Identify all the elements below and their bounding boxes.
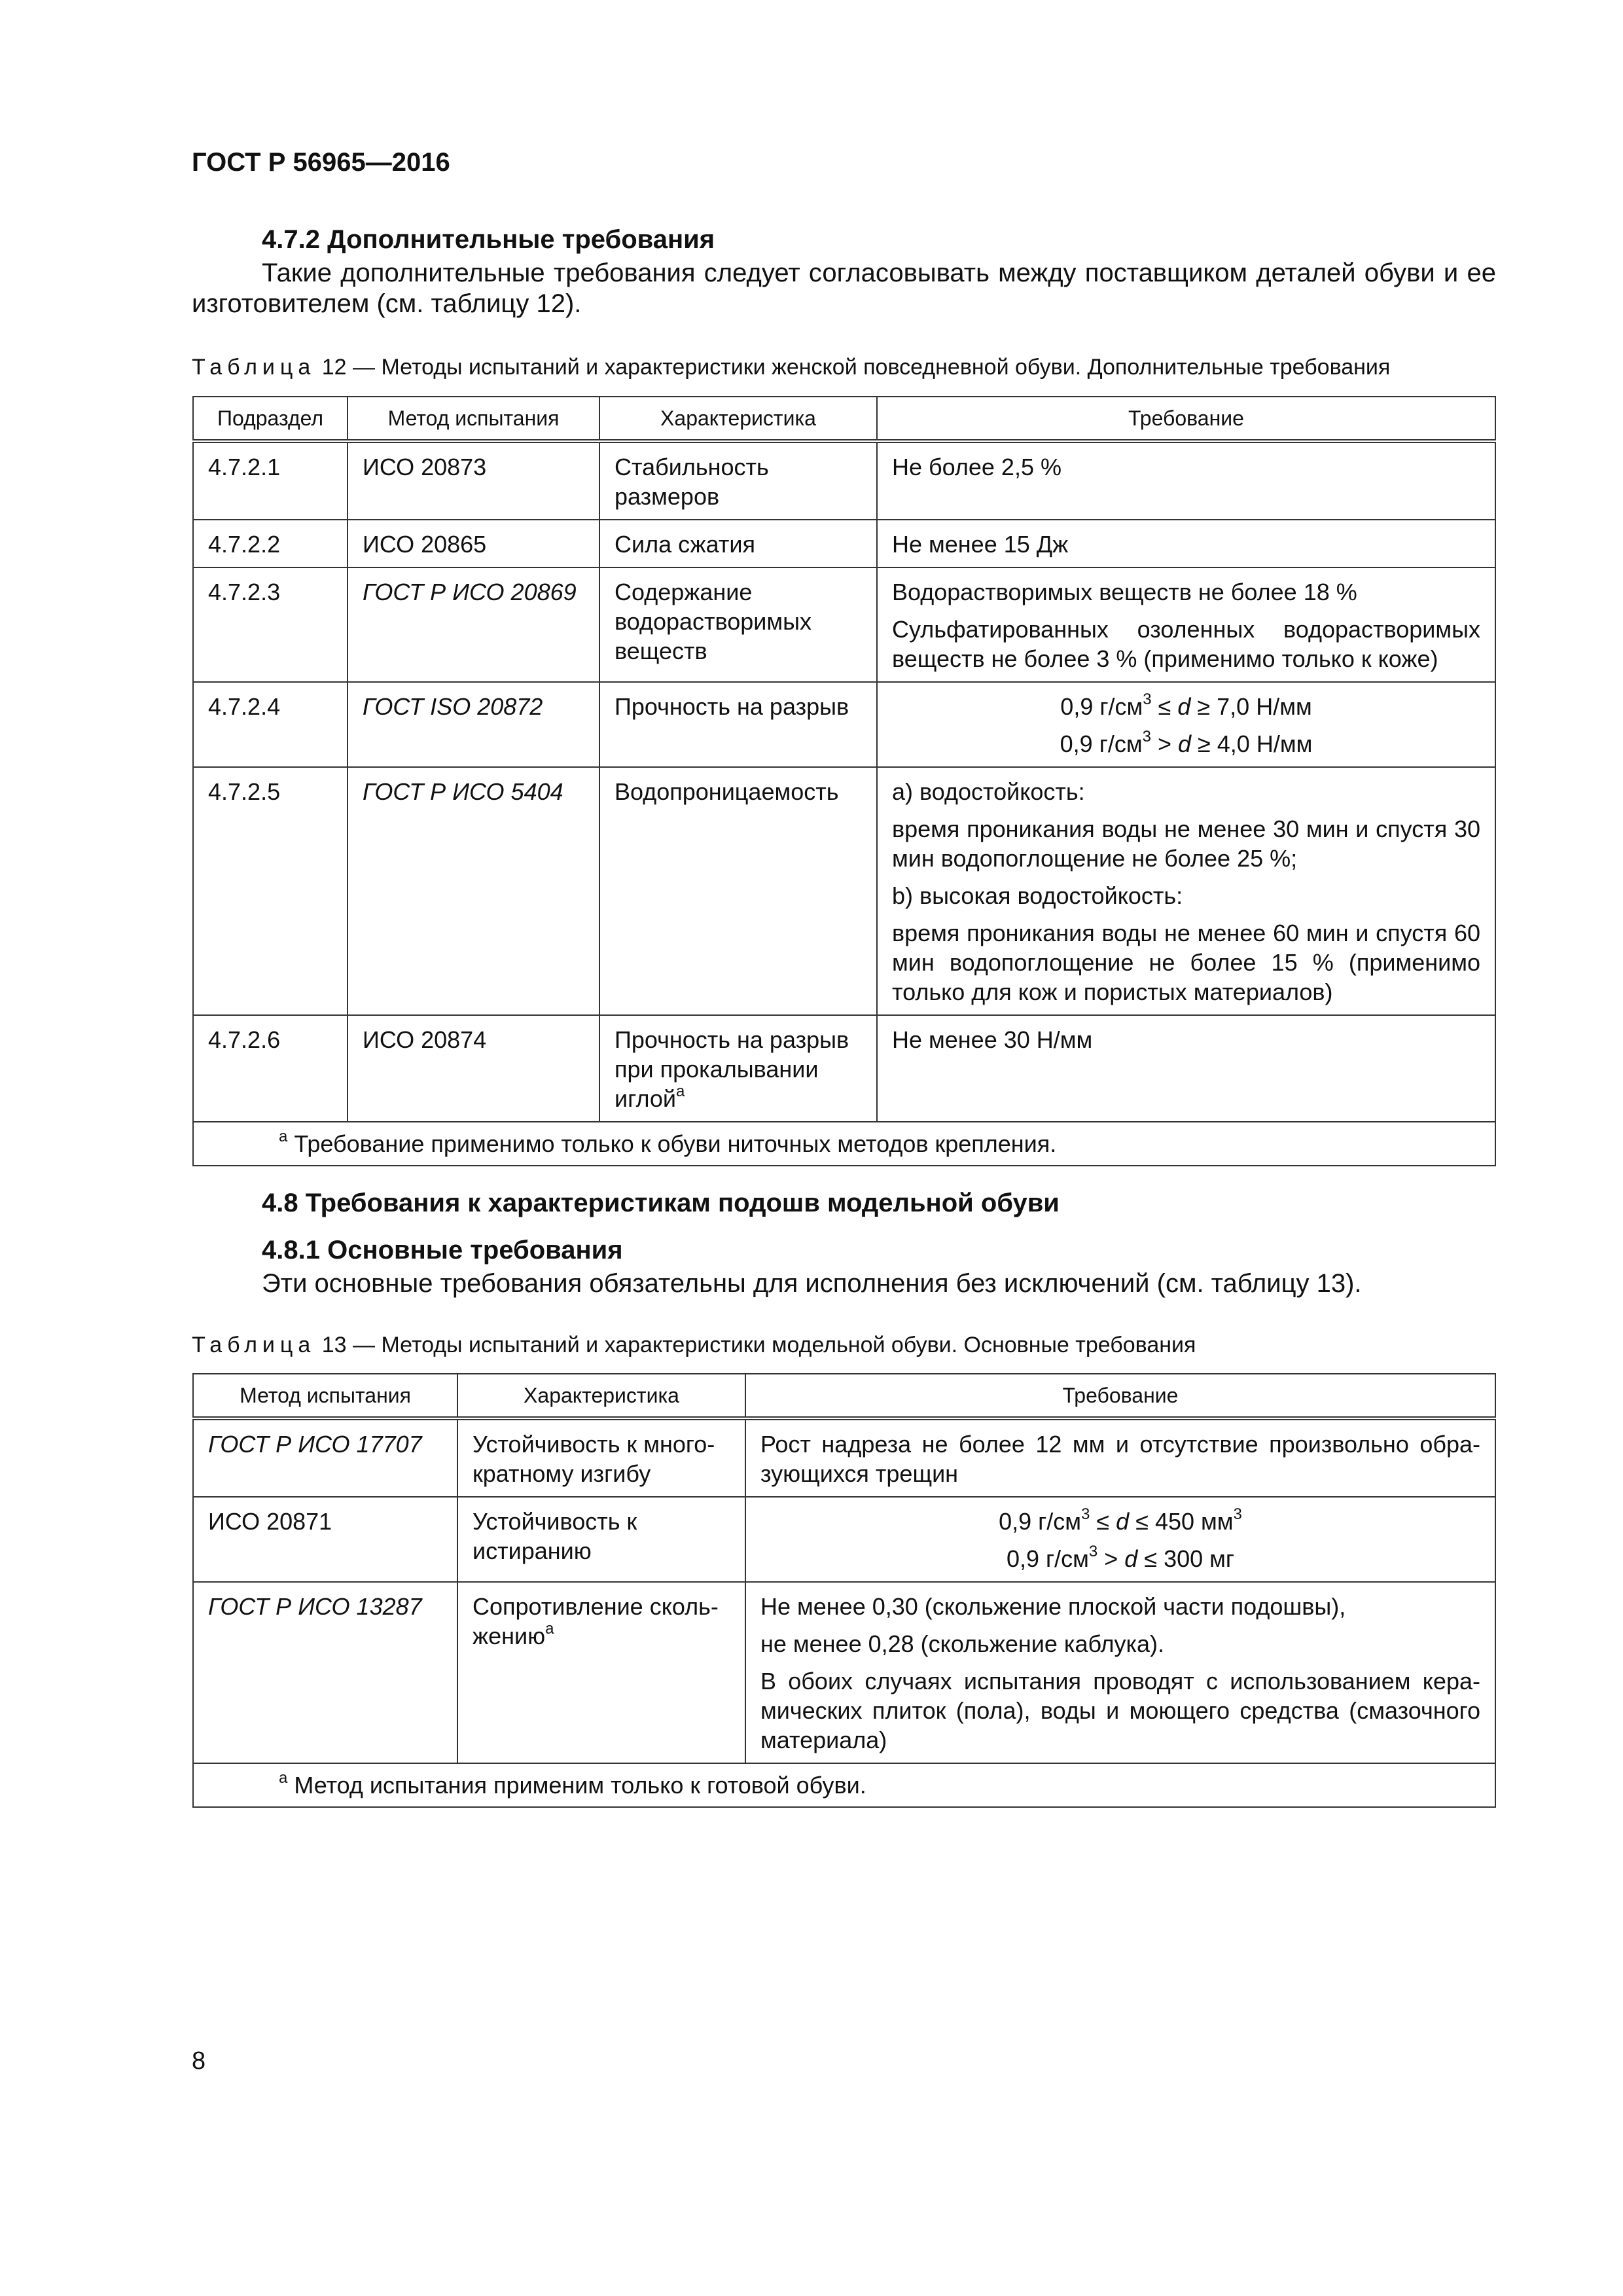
requirement-line: Не менее 30 Н/мм [892, 1026, 1093, 1053]
requirement-line: В обоих случаях испытания проводят с использованием кера-мических плиток (пола), воды и моющего средства (смазочного материала) [760, 1668, 1480, 1753]
subsection-cell: 4.7.2.6 [193, 1015, 348, 1122]
table12-header-row [193, 397, 1495, 441]
table13-caption-prefix: Таблица [192, 1333, 316, 1357]
requirement-line: Не менее 15 Дж [892, 531, 1069, 558]
requirement-cell [877, 520, 1495, 567]
requirement-line: Рост надреза не более 12 мм и отсутствие произвольно обра-зующихся трещин [760, 1431, 1480, 1487]
subsection-cell: 4.7.2.5 [193, 767, 348, 1015]
density-formula: 0,9 $г/см^3 \le d \le 450$ $мм^3$ [999, 1505, 1242, 1535]
table13-caption [192, 1333, 1496, 1358]
page-number: 8 [192, 2047, 206, 2075]
table12-footnote: $^a$ Требование применимо только к обуви ниточных методов крепления. [193, 1122, 1495, 1166]
method-cell: ГОСТ Р ИСО 13287 [193, 1582, 457, 1763]
requirement-line: не менее 0,28 (скольжение каблука). [760, 1630, 1165, 1657]
method-cell: ИСО 20865 [348, 520, 599, 567]
requirement-line: Сульфатированных озоленных водорастворимых веществ не более 3 % (применимо только к коже) [892, 616, 1480, 672]
table-row [193, 1582, 1495, 1763]
table13-header-method: Метод испытания [193, 1374, 457, 1418]
requirement-cell [877, 1015, 1495, 1122]
table-row [193, 682, 1495, 767]
requirement-cell [745, 1582, 1495, 1763]
requirement-line: Не менее 0,30 (скольжение плоской части подошвы), [760, 1593, 1346, 1620]
characteristic-cell: Сопротивление сколь-жению$^a$ [457, 1582, 745, 1763]
subsection-cell: 4.7.2.1 [193, 441, 348, 520]
characteristic-cell: Устойчивость к много-кратному изгибу [457, 1418, 745, 1497]
section-title-4-7-2: 4.7.2 Дополнительные требования [262, 225, 715, 254]
method-cell: ГОСТ Р ИСО 20869 [348, 567, 599, 682]
table12-header-subsection: Подраздел [193, 397, 348, 441]
table13-header-row [193, 1374, 1495, 1418]
requirement-cell [877, 567, 1495, 682]
table-12 [192, 396, 1496, 1166]
requirement-cell [877, 682, 1495, 767]
characteristic-cell: Содержание водорастворимых веществ [599, 567, 877, 682]
document-header: ГОСТ Р 56965—2016 [192, 148, 450, 177]
table12-header-characteristic: Характеристика [599, 397, 877, 441]
section-text-4-7-2: Такие дополнительные требования следует согласовывать между поставщиком деталей обуви и ее изготовителем (см. таблицу 12). [192, 259, 1496, 318]
table-row [193, 1497, 1495, 1582]
subsection-cell: 4.7.2.3 [193, 567, 348, 682]
table12-caption [192, 355, 1496, 380]
method-cell: ИСО 20871 [193, 1497, 457, 1582]
table-row [193, 520, 1495, 567]
method-cell: ГОСТ Р ИСО 17707 [193, 1418, 457, 1497]
table13-header-requirement: Требование [745, 1374, 1495, 1418]
requirement-line: a) водостойкость: [892, 778, 1085, 805]
requirement-line: время проникания воды не менее 30 мин и спустя 30 мин водопоглощение не более 25 %; [892, 816, 1480, 872]
table-row [193, 567, 1495, 682]
table12-caption-prefix: Таблица [192, 355, 316, 380]
requirement-cell [745, 1418, 1495, 1497]
characteristic-cell: Прочность на разрыв при прокалывании иглой$^a$ [599, 1015, 877, 1122]
method-cell: ИСО 20874 [348, 1015, 599, 1122]
requirement-line: Водорастворимых веществ не более 18 % [892, 579, 1357, 605]
table12-caption-text: 12 — Методы испытаний и характеристики женской повседневной обуви. Дополнительные требования [315, 355, 1391, 380]
requirement-cell [877, 767, 1495, 1015]
requirement-line: b) высокая водостойкость: [892, 882, 1183, 909]
density-formula: 0,9 $г/см^3 > d \le 300$ мг [1006, 1543, 1235, 1572]
method-cell: ГОСТ ISO 20872 [348, 682, 599, 767]
table-footnote-row [193, 1122, 1495, 1166]
requirement-line: время проникания воды не менее 60 мин и спустя 60 мин водопоглощение не более 15 % (применимо только для кож и пористых материалов) [892, 920, 1480, 1005]
subsection-cell: 4.7.2.4 [193, 682, 348, 767]
characteristic-cell: Водопроницаемость [599, 767, 877, 1015]
table13-footnote: $^a$ Метод испытания применим только к готовой обуви. [193, 1763, 1495, 1807]
requirement-cell [745, 1497, 1495, 1582]
characteristic-cell: Сила сжатия [599, 520, 877, 567]
table13-header-characteristic: Характеристика [457, 1374, 745, 1418]
density-formula: 0,9 $г/см^3 \le d \ge 7,0$ Н/мм [1060, 691, 1312, 720]
characteristic-cell: Устойчивость к истиранию [457, 1497, 745, 1582]
requirement-line: Не более 2,5 % [892, 454, 1061, 480]
table13-caption-text: 13 — Методы испытаний и характеристики модельной обуви. Основные требования [315, 1333, 1196, 1357]
table-footnote-row [193, 1763, 1495, 1807]
table-row [193, 1015, 1495, 1122]
density-formula: 0,9 $г/см^3 > d \ge 4,0$ Н/мм [1060, 728, 1313, 757]
table12-header-requirement: Требование [877, 397, 1495, 441]
table-row [193, 767, 1495, 1015]
section-title-4-8: 4.8 Требования к характеристикам подошв модельной обуви [262, 1189, 1060, 1217]
table-row [193, 441, 1495, 520]
table-13 [192, 1373, 1496, 1808]
subsection-cell: 4.7.2.2 [193, 520, 348, 567]
characteristic-cell: Стабильность размеров [599, 441, 877, 520]
method-cell: ГОСТ Р ИСО 5404 [348, 767, 599, 1015]
characteristic-cell: Прочность на разрыв [599, 682, 877, 767]
section-title-4-8-1: 4.8.1 Основные требования [262, 1236, 623, 1265]
section-text-4-8-1: Эти основные требования обязательны для исполнения без исключений (см. таблицу 13). [262, 1269, 1362, 1298]
table12-header-method: Метод испытания [348, 397, 599, 441]
requirement-cell [877, 441, 1495, 520]
method-cell: ИСО 20873 [348, 441, 599, 520]
table-row [193, 1418, 1495, 1497]
